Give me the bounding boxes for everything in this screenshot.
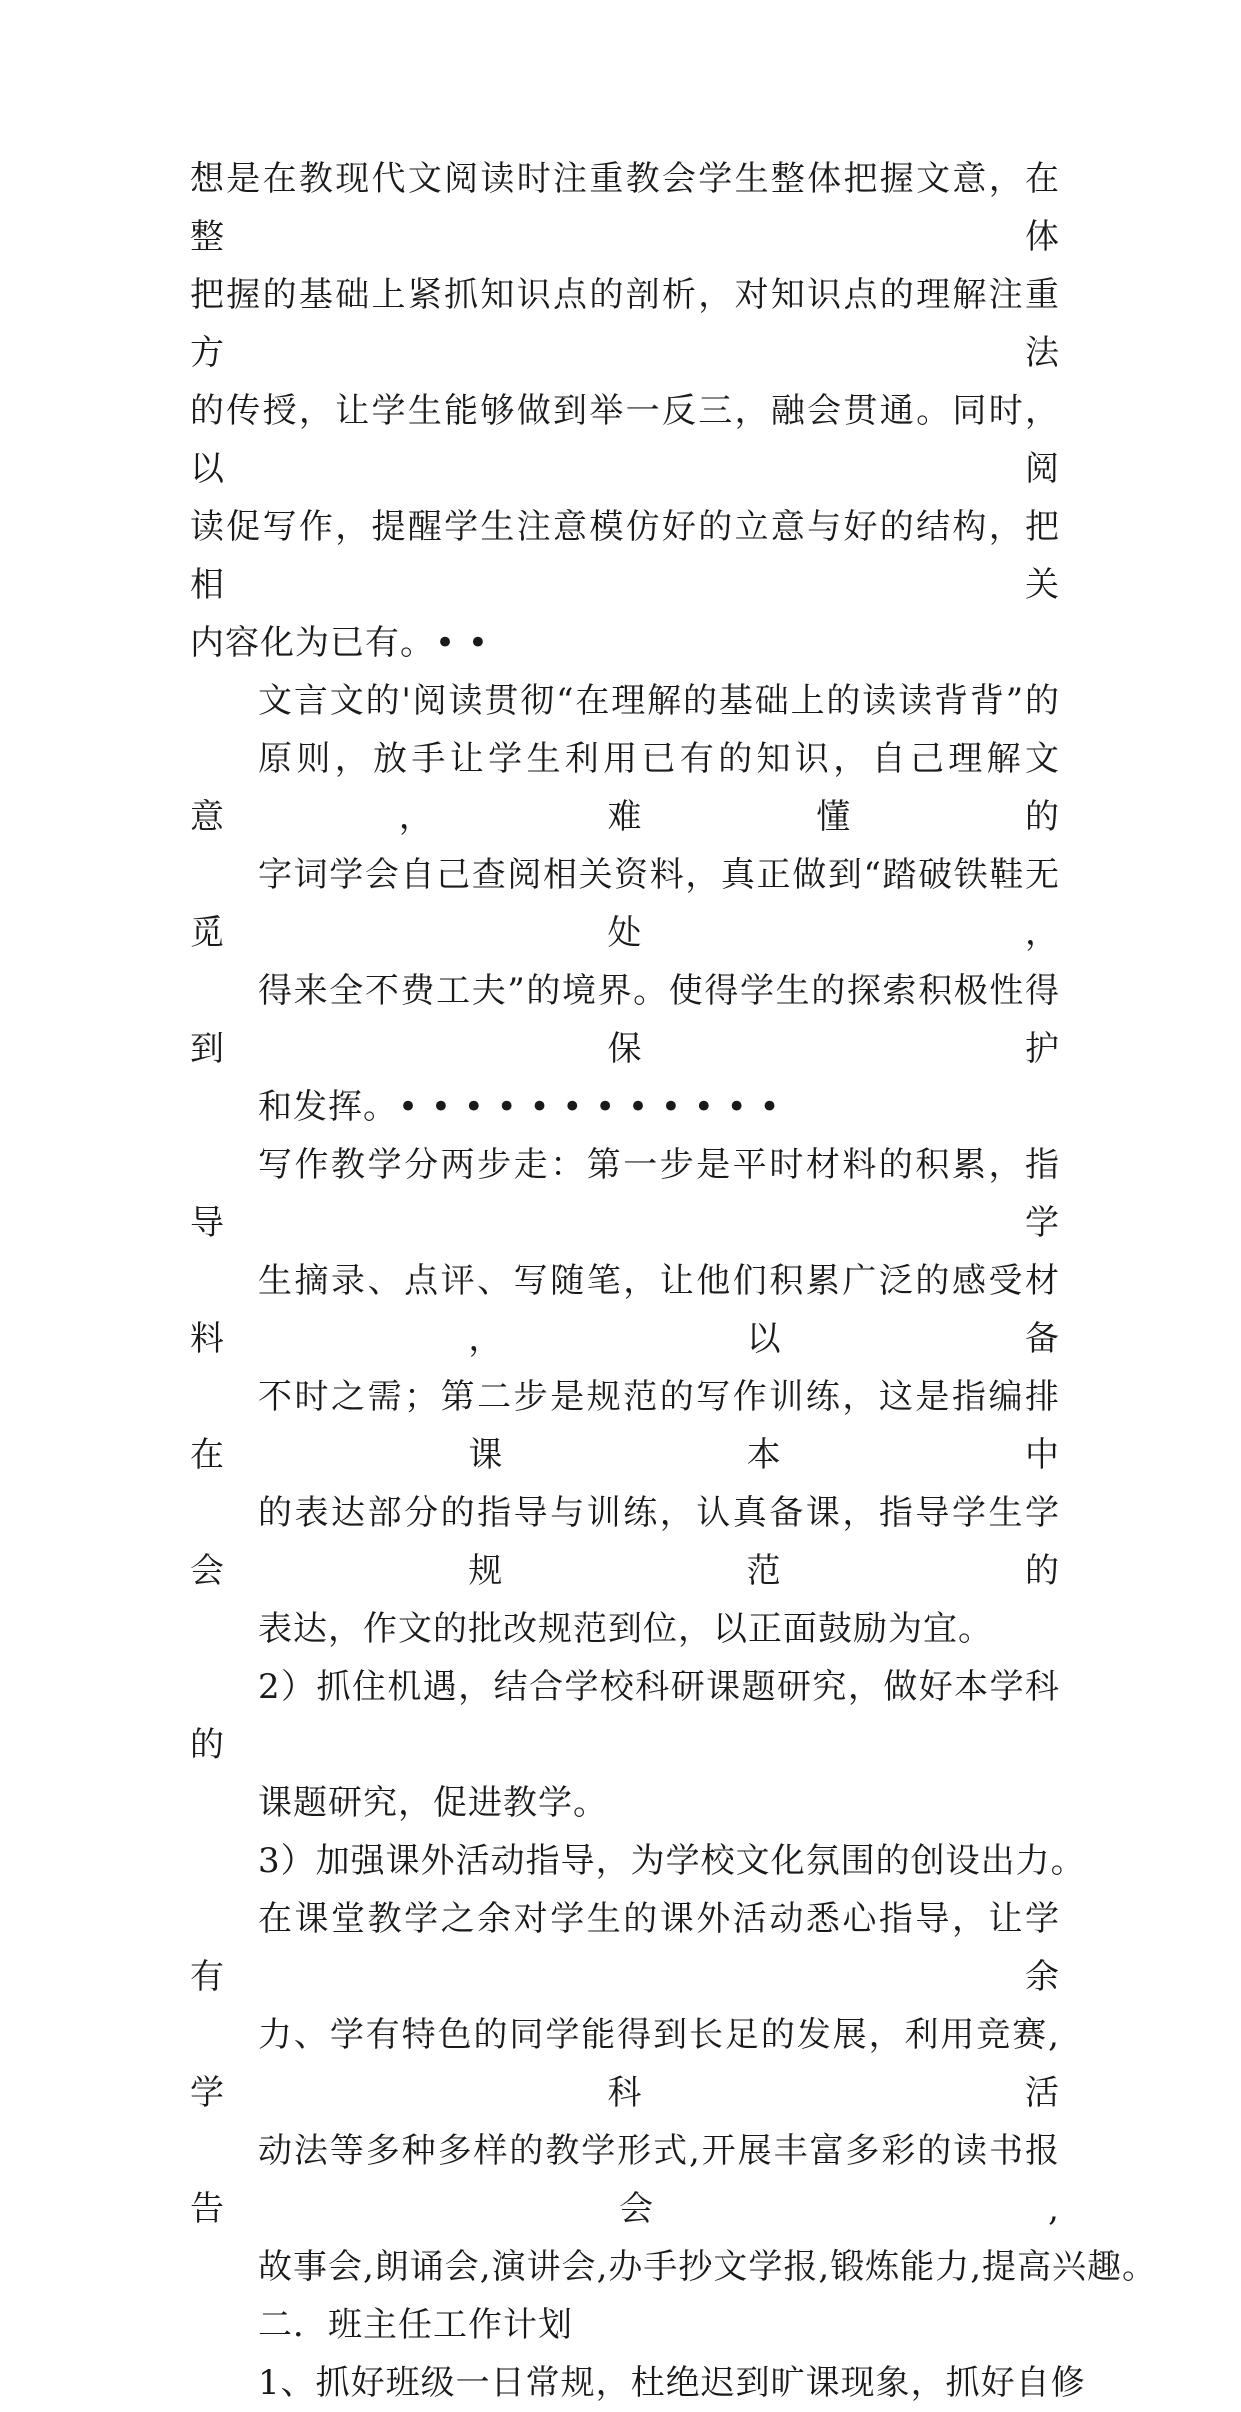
text-line: 和发挥。• • • • • • • • • • • • [258, 1087, 781, 1127]
text-line: 表达，作文的批改规范到位，以正面鼓励为宜。 [258, 1609, 993, 1649]
paragraph [190, 1890, 1158, 2296]
text-line: 生摘录、点评、写随笔，让他们积累广泛的感受材料，以备 [190, 1261, 1060, 1359]
text-line: 得来全不费工夫”的境界。使得学生的探索积极性得到保护 [190, 971, 1060, 1069]
text-line: 二．班主任工作计划 [258, 2305, 573, 2345]
body-text [190, 150, 1158, 2412]
text-line: 的传授，让学生能够做到举一反三，融会贯通。同时，以阅 [190, 391, 1060, 489]
paragraph [190, 1658, 1060, 1832]
text-line: 3）加强课外活动指导，为学校文化氛围的创设出力。 [258, 1841, 1086, 1881]
text-line: 想是在教现代文阅读时注重教会学生整体把握文意，在整体 [190, 159, 1060, 257]
paragraph [190, 2354, 1086, 2412]
text-line: 字词学会自己查阅相关资料，真正做到“踏破铁鞋无觅处， [190, 855, 1060, 953]
paragraph [190, 150, 1060, 672]
text-line: 故事会,朗诵会,演讲会,办手抄文学报,锻炼能力,提高兴趣。 [258, 2247, 1158, 2287]
text-line: 不时之需；第二步是规范的写作训练，这是指编排在课本中 [190, 1377, 1060, 1475]
text-line: 动法等多种多样的教学形式,开展丰富多彩的读书报告会, [190, 2131, 1060, 2229]
text-line: 原则，放手让学生利用已有的知识，自己理解文意，难懂的 [190, 739, 1060, 837]
text-line: 1、抓好班级一日常规，杜绝迟到旷课现象，抓好自修 [258, 2363, 1086, 2403]
text-line: 课题研究，促进教学。 [258, 1783, 608, 1823]
text-line: 文言文的'阅读贯彻“在理解的基础上的读读背背”的 [258, 681, 1060, 721]
text-line: 内容化为已有。• • [190, 623, 489, 663]
text-line: 力、学有特色的同学能得到长足的发展，利用竞赛,学科活 [190, 2015, 1060, 2113]
paragraph [190, 1136, 1060, 1658]
paragraph [190, 672, 1060, 1136]
paragraph [190, 2296, 1060, 2354]
text-line: 读促写作，提醒学生注意模仿好的立意与好的结构，把相关 [190, 507, 1060, 605]
text-line: 2）抓住机遇，结合学校科研课题研究，做好本学科的 [190, 1667, 1060, 1765]
paragraph [190, 1832, 1086, 1890]
text-line: 把握的基础上紧抓知识点的剖析，对知识点的理解注重方法 [190, 275, 1060, 373]
text-line: 的表达部分的指导与训练，认真备课，指导学生学会规范的 [190, 1493, 1060, 1591]
text-line: 在课堂教学之余对学生的课外活动悉心指导，让学有余 [190, 1899, 1060, 1997]
text-line: 写作教学分两步走：第一步是平时材料的积累，指导学 [190, 1145, 1060, 1243]
